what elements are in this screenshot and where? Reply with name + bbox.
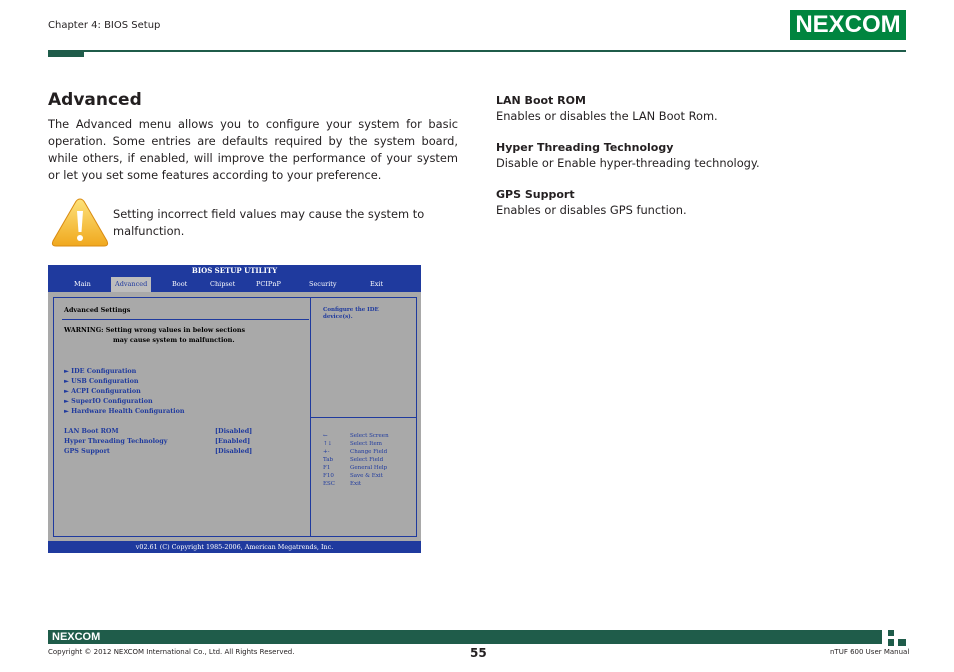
bios-key: +-	[323, 449, 330, 455]
bios-screen	[48, 265, 421, 553]
bios-help-line1: Configure the IDE	[323, 307, 379, 313]
footer-squares-icon	[888, 630, 908, 646]
panel-title-rule	[62, 319, 309, 320]
bios-key-action: Select Item	[350, 441, 382, 447]
gps-support-description: Enables or disables GPS function.	[496, 203, 687, 217]
bios-key-action: Exit	[350, 481, 362, 487]
bios-key: F1	[323, 465, 331, 471]
bios-menu-bar	[48, 277, 421, 292]
bios-key-action: Select Field	[350, 457, 384, 463]
warning-text: Setting incorrect field values may cause the system to malfunction.	[113, 207, 425, 238]
nexcom-logo: NEXCOM	[790, 10, 906, 40]
lan-boot-rom-heading: LAN Boot ROM	[496, 94, 586, 107]
bios-setting-gps-support[interactable]: GPS Support	[64, 447, 110, 455]
header-tab-accent	[48, 50, 84, 57]
bios-warning-line2: may cause system to malfunction.	[113, 336, 235, 344]
bios-warning-line1: WARNING: Setting wrong values in below sections	[64, 326, 246, 334]
gps-support-heading: GPS Support	[496, 188, 575, 201]
bios-key: Tab	[323, 457, 334, 463]
header-divider	[48, 50, 906, 52]
manual-name: nTUF 600 User Manual	[830, 648, 910, 656]
bios-key-action: Select Screen	[350, 433, 389, 439]
hyper-threading-description: Disable or Enable hyper-threading technology.	[496, 156, 760, 170]
lan-boot-rom-description: Enables or disables the LAN Boot Rom.	[496, 109, 718, 123]
bios-setting-gps-support-value[interactable]: [Disabled]	[215, 447, 253, 455]
bios-menu-security[interactable]: Security	[309, 280, 337, 288]
bios-menu-pcipnp[interactable]: PCIPnP	[256, 280, 281, 288]
bios-setting-lan-boot-rom-value[interactable]: [Disabled]	[215, 427, 253, 435]
bios-key-action: General Help	[350, 465, 388, 471]
page-number: 55	[470, 646, 487, 660]
bios-submenu-acpi[interactable]: ► ACPI Configuration	[64, 387, 141, 395]
bios-menu-main[interactable]: Main	[74, 280, 91, 288]
warning-triangle-icon	[50, 196, 110, 248]
chapter-label: Chapter 4: BIOS Setup	[48, 20, 161, 31]
bios-setting-hyper-threading[interactable]: Hyper Threading Technology	[64, 437, 168, 445]
footer-bar	[48, 630, 882, 644]
bios-submenu-superio[interactable]: ► SuperIO Configuration	[64, 397, 153, 405]
bios-menu-exit[interactable]: Exit	[370, 280, 384, 288]
bios-title-bar: BIOS SETUP UTILITY	[48, 265, 421, 277]
bios-key: ↑↓	[323, 441, 333, 447]
bios-help-line2: device(s).	[323, 314, 353, 320]
hyper-threading-heading: Hyper Threading Technology	[496, 141, 674, 154]
bios-key: ←	[323, 433, 328, 439]
footer-nexcom-logo: NEXCOM	[52, 631, 101, 643]
bios-menu-advanced[interactable]: Advanced	[111, 277, 151, 292]
bios-menu-boot[interactable]: Boot	[172, 280, 188, 288]
bios-setting-hyper-threading-value[interactable]: [Enabled]	[215, 437, 251, 445]
bios-submenu-usb[interactable]: ► USB Configuration	[64, 377, 139, 385]
bios-submenu-ide[interactable]: ► IDE Configuration	[64, 367, 137, 375]
bios-footer: v02.61 (C) Copyright 1985-2006, American Megatrends, Inc.	[48, 541, 421, 553]
copyright-text: Copyright © 2012 NEXCOM International Co., Ltd. All Rights Reserved.	[48, 648, 295, 656]
bios-submenu-hwhealth[interactable]: ► Hardware Health Configuration	[64, 407, 185, 415]
intro-paragraph: The Advanced menu allows you to configure your system for basic operation. Some entries are defaults required by the system board, while others, if enabled, will improve the performance of your system or let you set some features according to your preference.	[48, 117, 458, 182]
bios-panel-title: Advanced Settings	[64, 306, 131, 314]
bios-key-action: Change Field	[350, 449, 388, 455]
bios-key: F10	[323, 473, 334, 479]
page-title: Advanced	[48, 90, 142, 110]
bios-menu-chipset[interactable]: Chipset	[210, 280, 236, 288]
bios-key-action: Save & Exit	[350, 473, 383, 479]
bios-keys-divider	[311, 417, 416, 418]
bios-key: ESC	[323, 481, 335, 487]
bios-setting-lan-boot-rom[interactable]: LAN Boot ROM	[64, 427, 119, 435]
